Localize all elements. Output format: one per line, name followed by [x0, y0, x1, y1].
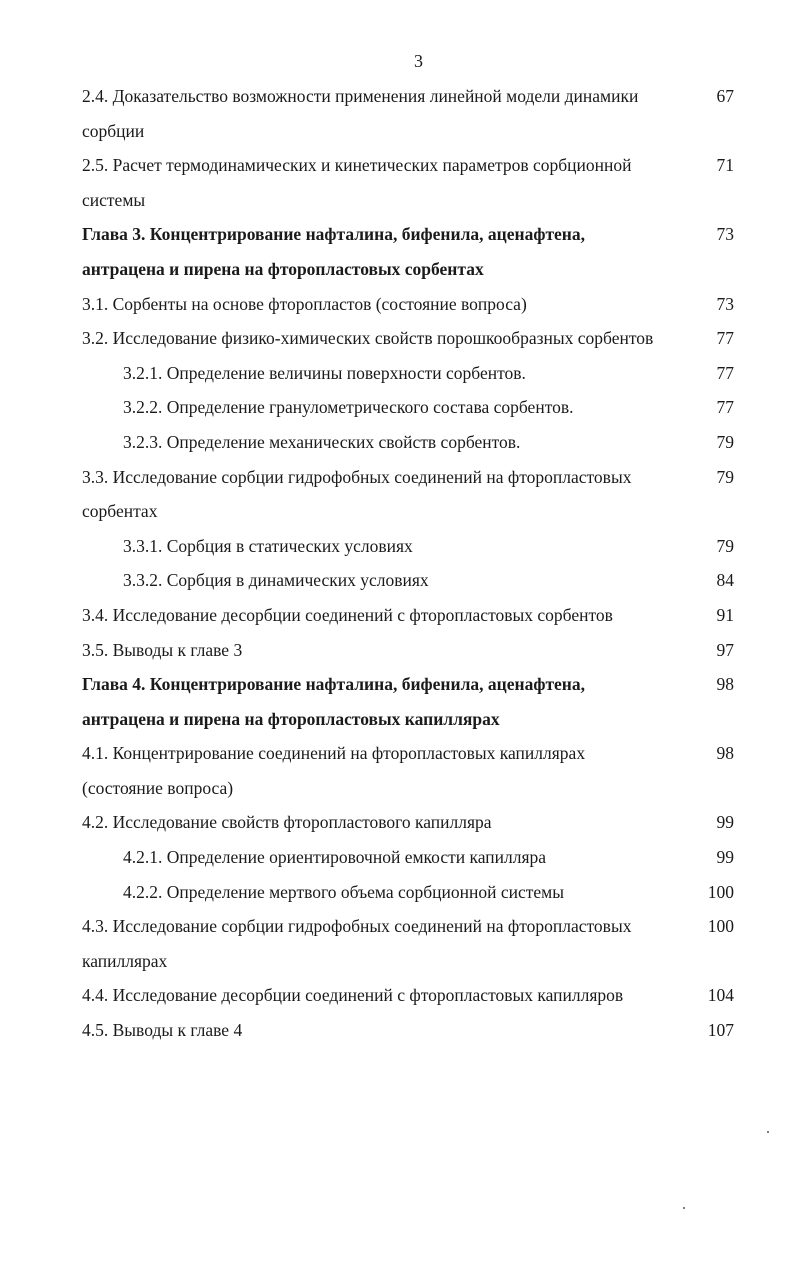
toc-entry-title: 3.2.3. Определение механических свойств сорбентов.: [123, 431, 521, 452]
toc-entry-page: 97: [716, 639, 734, 660]
toc-section-entry: [82, 909, 742, 978]
toc-entry-title: 3.2.1. Определение величины поверхности сорбентов.: [123, 362, 526, 383]
toc-entry-title: 4.2. Исследование свойств фторопластового капилляра: [82, 812, 492, 833]
toc-entry-page: 100: [707, 916, 734, 937]
toc-subsection-entry: [82, 563, 742, 598]
scan-speck: [767, 1131, 769, 1133]
toc-section-entry: [82, 1013, 742, 1048]
toc-entry-title: 3.1. Сорбенты на основе фторопластов (состояние вопроса): [82, 293, 527, 314]
toc-entry-page: 100: [707, 881, 734, 902]
toc-section-entry: [82, 460, 742, 529]
toc-entry-page: 98: [716, 674, 734, 695]
toc-entry-title: Глава 3. Концентрирование нафталина, бифенила, аценафтена, антрацена и пирена на фторопластовых сорбентах: [82, 224, 586, 279]
toc-chapter-entry: [82, 217, 742, 286]
toc-section-entry: [82, 978, 742, 1013]
toc-subsection-entry: [82, 356, 742, 391]
toc-entry-page: 77: [716, 328, 734, 349]
toc-entry-page: 79: [716, 431, 734, 452]
toc-entry-page: 99: [716, 812, 734, 833]
toc-subsection-entry: [82, 425, 742, 460]
toc-entry-title: 4.2.1. Определение ориентировочной емкости капилляра: [123, 847, 547, 868]
toc-entry-page: 79: [716, 535, 734, 556]
toc-section-entry: [82, 321, 742, 356]
scan-speck: [683, 1207, 685, 1209]
toc-entry-page: 73: [716, 224, 734, 245]
toc-section-entry: [82, 598, 742, 633]
toc-subsection-entry: [82, 529, 742, 564]
toc-entry-page: 67: [716, 86, 734, 106]
toc-entry-title: Глава 4. Концентрирование нафталина, бифенила, аценафтена, антрацена и пирена на фторопластовых капиллярах: [82, 674, 586, 729]
toc-chapter-entry: [82, 667, 742, 736]
table-of-contents: [82, 79, 742, 1048]
toc-entry-title: 4.2.2. Определение мертвого объема сорбционной системы: [123, 881, 565, 902]
toc-entry-page: 98: [716, 743, 734, 764]
toc-entry-title: 3.3.1. Сорбция в статических условиях: [123, 535, 413, 556]
toc-subsection-entry: [82, 875, 742, 910]
toc-subsection-entry: [82, 840, 742, 875]
toc-entry-title: 4.1. Концентрирование соединений на фторопластовых капиллярах (состояние вопроса): [82, 743, 586, 798]
toc-entry-title: 3.2. Исследование физико-химических свойств порошкообразных сорбентов: [82, 328, 654, 349]
toc-entry-title: 4.3. Исследование сорбции гидрофобных соединений на фторопластовых капиллярах: [82, 916, 632, 971]
toc-entry-page: 99: [716, 847, 734, 868]
toc-entry-page: 104: [707, 985, 734, 1006]
page-number: 3: [414, 51, 423, 71]
toc-section-entry: [82, 633, 742, 668]
toc-entry-title: 2.4. Доказательство возможности применения линейной модели динамики сорбции: [82, 86, 639, 141]
toc-entry-title: 4.5. Выводы к главе 4: [82, 1020, 243, 1041]
toc-entry-page: 107: [707, 1020, 734, 1041]
toc-entry-page: 77: [716, 362, 734, 383]
toc-section-entry: [82, 805, 742, 840]
toc-section-entry: [82, 148, 742, 217]
toc-entry-page: 91: [716, 604, 734, 625]
toc-subsection-entry: [82, 390, 742, 425]
toc-entry-title: 3.5. Выводы к главе 3: [82, 639, 243, 660]
toc-entry-page: 73: [716, 293, 734, 314]
toc-entry-page: 71: [716, 155, 734, 176]
toc-section-entry: [82, 736, 742, 805]
toc-entry-title: 3.2.2. Определение гранулометрического состава сорбентов.: [123, 397, 574, 418]
toc-entry-title: 2.5. Расчет термодинамических и кинетических параметров сорбционной системы: [82, 155, 632, 210]
toc-section-entry: [82, 79, 742, 148]
toc-entry-page: 79: [716, 466, 734, 487]
toc-entry-title: 3.4. Исследование десорбции соединений с фторопластовых сорбентов: [82, 604, 613, 625]
toc-entry-title: 3.3.2. Сорбция в динамических условиях: [123, 570, 429, 591]
toc-entry-page: 77: [716, 397, 734, 418]
toc-section-entry: [82, 287, 742, 322]
toc-entry-page: 84: [716, 570, 734, 591]
toc-entry-title: 4.4. Исследование десорбции соединений с фторопластовых капилляров: [82, 985, 624, 1006]
toc-entry-title: 3.3. Исследование сорбции гидрофобных соединений на фторопластовых сорбентах: [82, 466, 632, 522]
